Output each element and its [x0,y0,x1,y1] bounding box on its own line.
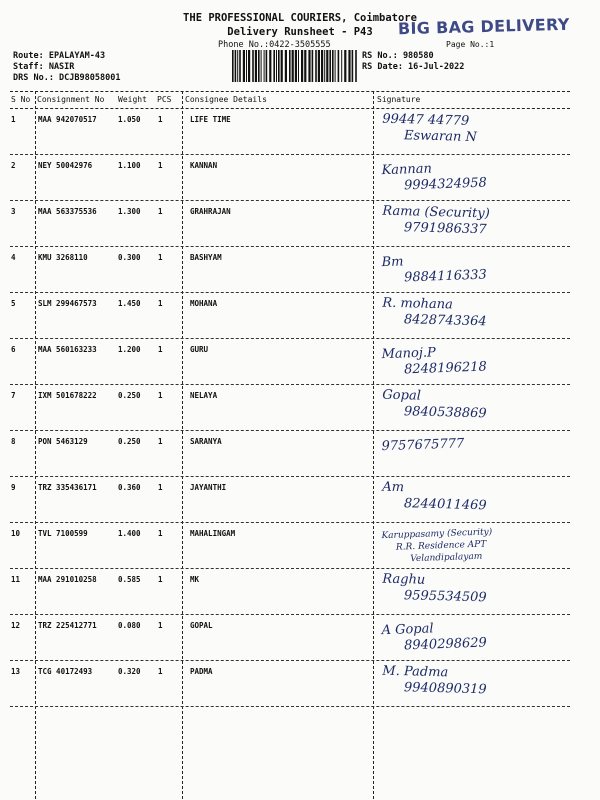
barcode-bar [292,50,294,82]
barcode-bar [232,50,234,82]
barcode-bar [237,50,238,82]
signature-line: 9884116333 [403,267,488,286]
signature-line: 9940890319 [403,680,487,698]
cell-consignment: TCG 40172493 [38,667,93,676]
cell-consignee: JAYANTHI [190,483,227,492]
page-number: Page No.:1 [446,40,495,49]
signature-line: Am [382,479,405,496]
route-label: Route: EPALAYAM-43 [13,51,106,61]
signature-line: 9791986337 [403,220,487,238]
cell-consignment: MAA 942070517 [38,115,97,124]
signature-line: Velandipalayam [410,551,483,565]
barcode-bar [255,50,257,82]
cell-pcs: 1 [158,391,163,400]
table-row [10,155,570,201]
cell-pcs: 1 [158,529,163,538]
cell-consignee: GURU [190,345,209,354]
table-row [10,293,570,339]
table-row [10,615,570,661]
company-title: THE PROFESSIONAL COURIERS, Coimbatore [183,12,417,24]
barcode-bar [248,50,250,82]
cell-sno: 1 [11,115,16,124]
cell-consignment: TRZ 335436171 [38,483,97,492]
cell-weight: 0.250 [118,437,141,446]
barcode-bar [239,50,241,82]
rs-date: RS Date: 16-Jul-2022 [362,62,465,72]
cell-weight: 1.100 [118,161,141,170]
cell-sno: 10 [11,529,21,538]
barcode-bar [335,50,336,82]
signature-line: 9840538869 [403,404,487,422]
signature-line: Rama (Security) [382,203,490,222]
cell-pcs: 1 [158,299,163,308]
cell-weight: 0.360 [118,483,141,492]
cell-consignment: SLM 299467573 [38,299,97,308]
signature-line: 8244011469 [403,496,487,514]
cell-consignee: GOPAL [190,621,213,630]
signature-line: 8940298629 [403,635,488,654]
table-row [10,385,570,431]
barcode-bar [352,50,354,82]
table-row [10,523,570,569]
signature-line: 8428743364 [403,312,487,330]
signature-line: Gopal [382,387,422,404]
cell-consignment: MAA 563375536 [38,207,97,216]
cell-pcs: 1 [158,115,163,124]
signature-line: 9595534509 [403,588,487,606]
cell-consignee: NELAYA [190,391,218,400]
signature-line: Manoj.P [381,345,436,363]
signature-line: M. Padma [382,663,449,681]
barcode-bar [329,50,331,82]
barcode-bar [301,50,303,82]
table-top-rule [10,91,570,92]
signature-line: Kannan [381,161,433,179]
barcode-bar [355,50,357,82]
cell-consignee: PADMA [190,667,213,676]
cell-weight: 0.250 [118,391,141,400]
barcode-bar [321,50,323,82]
cell-sno: 3 [11,207,16,216]
barcode-bar [324,50,325,82]
barcode-bar [261,50,262,82]
cell-weight: 1.200 [118,345,141,354]
barcode-bar [312,50,314,82]
table-row [10,477,570,523]
cell-pcs: 1 [158,667,163,676]
signature-line: Karuppasamy (Security) [381,527,493,542]
barcode-bar [264,50,265,82]
cell-consignment: TVL 7100599 [38,529,88,538]
cell-consignment: IXM 501678222 [38,391,97,400]
runsheet-title: Delivery Runsheet - P43 [227,26,373,38]
signature-line: Eswaran N [403,128,478,146]
signature-line: R. mohana [382,295,454,313]
barcode-bar [318,50,320,82]
cell-sno: 11 [11,575,21,584]
cell-pcs: 1 [158,253,163,262]
barcode-bar [295,50,297,82]
col-header-consignment: Consignment No [37,95,105,104]
runsheet-table [10,91,570,799]
barcode-bar [285,50,287,82]
barcode-bar [315,50,317,82]
table-row [10,339,570,385]
cell-sno: 13 [11,667,21,676]
barcode-bar [273,50,275,82]
barcode-bar [326,50,328,82]
cell-pcs: 1 [158,483,163,492]
table-row [10,109,570,155]
cell-sno: 6 [11,345,16,354]
cell-sno: 2 [11,161,16,170]
barcode-bar [266,50,268,82]
cell-pcs: 1 [158,575,163,584]
cell-weight: 1.050 [118,115,141,124]
barcode-bar [269,50,271,82]
barcode-bar [348,50,350,82]
col-header-sno: S No [11,95,31,104]
signature-line: A Gopal [381,621,434,639]
cell-pcs: 1 [158,345,163,354]
cell-pcs: 1 [158,207,163,216]
cell-consignee: LIFE TIME [190,115,231,124]
cell-sno: 7 [11,391,16,400]
cell-pcs: 1 [158,437,163,446]
drs-number: DRS No.: DCJB98058001 [13,73,121,83]
cell-consignment: MAA 291010258 [38,575,97,584]
cell-weight: 1.300 [118,207,141,216]
barcode-bar [235,50,237,82]
cell-pcs: 1 [158,621,163,630]
cell-consignee: GRAHRAJAN [190,207,231,216]
cell-consignee: KANNAN [190,161,218,170]
barcode-bar [298,50,299,82]
barcode-bar [344,50,346,82]
cell-weight: 0.300 [118,253,141,262]
signature-line: 99447 44779 [382,111,470,129]
big-bag-delivery-stamp: BIG BAG DELIVERY [397,14,570,39]
cell-weight: 0.320 [118,667,141,676]
col-header-consignee: Consignee Details [185,95,267,104]
barcode-bar [243,50,245,82]
row-rule [10,706,570,707]
cell-consignment: NEY 50042976 [38,161,93,170]
barcode-bar [281,50,283,82]
staff-label: Staff: NASIR [13,62,75,72]
cell-consignment: KMU 3268110 [38,253,88,262]
cell-sno: 5 [11,299,16,308]
cell-consignment: PON 5463129 [38,437,88,446]
cell-consignee: SARANYA [190,437,222,446]
barcode [232,50,358,82]
barcode-bar [252,50,254,82]
table-row [10,569,570,615]
signature-line: Bm [381,254,404,271]
col-header-weight: Weight [118,95,147,104]
signature-line: 9994324958 [403,175,488,194]
col-header-pcs: PCS [157,95,172,104]
cell-consignment: TRZ 225412771 [38,621,97,630]
barcode-bar [332,50,334,82]
cell-consignee: BASHYAM [190,253,222,262]
signature-line: 9757675777 [381,436,465,455]
rs-number: RS No.: 980580 [362,51,434,61]
table-row [10,431,570,477]
barcode-bar [304,50,306,82]
cell-sno: 8 [11,437,16,446]
cell-consignment: MAA 560163233 [38,345,97,354]
cell-consignee: MAHALINGAM [190,529,236,538]
phone-number: Phone No.:0422-3505555 [218,40,331,50]
table-row [10,661,570,707]
cell-consignee: MK [190,575,200,584]
signature-line: 8248196218 [403,359,488,378]
signature-line: Raghu [382,571,426,588]
barcode-bar [341,50,342,82]
barcode-bar [246,50,247,82]
cell-weight: 1.450 [118,299,141,308]
barcode-bar [308,50,310,82]
table-row [10,247,570,293]
cell-pcs: 1 [158,161,163,170]
signature-line: R.R. Residence APT [395,539,487,553]
barcode-bar [338,50,340,82]
cell-weight: 0.585 [118,575,141,584]
barcode-bar [278,50,280,82]
cell-consignee: MOHANA [190,299,218,308]
cell-sno: 12 [11,621,21,630]
cell-weight: 0.080 [118,621,141,630]
cell-sno: 9 [11,483,16,492]
barcode-bar [258,50,260,82]
table-row [10,201,570,247]
barcode-bar [289,50,291,82]
col-header-signature: Signature [377,95,421,104]
barcode-bar [276,50,277,82]
cell-sno: 4 [11,253,16,262]
cell-weight: 1.400 [118,529,141,538]
